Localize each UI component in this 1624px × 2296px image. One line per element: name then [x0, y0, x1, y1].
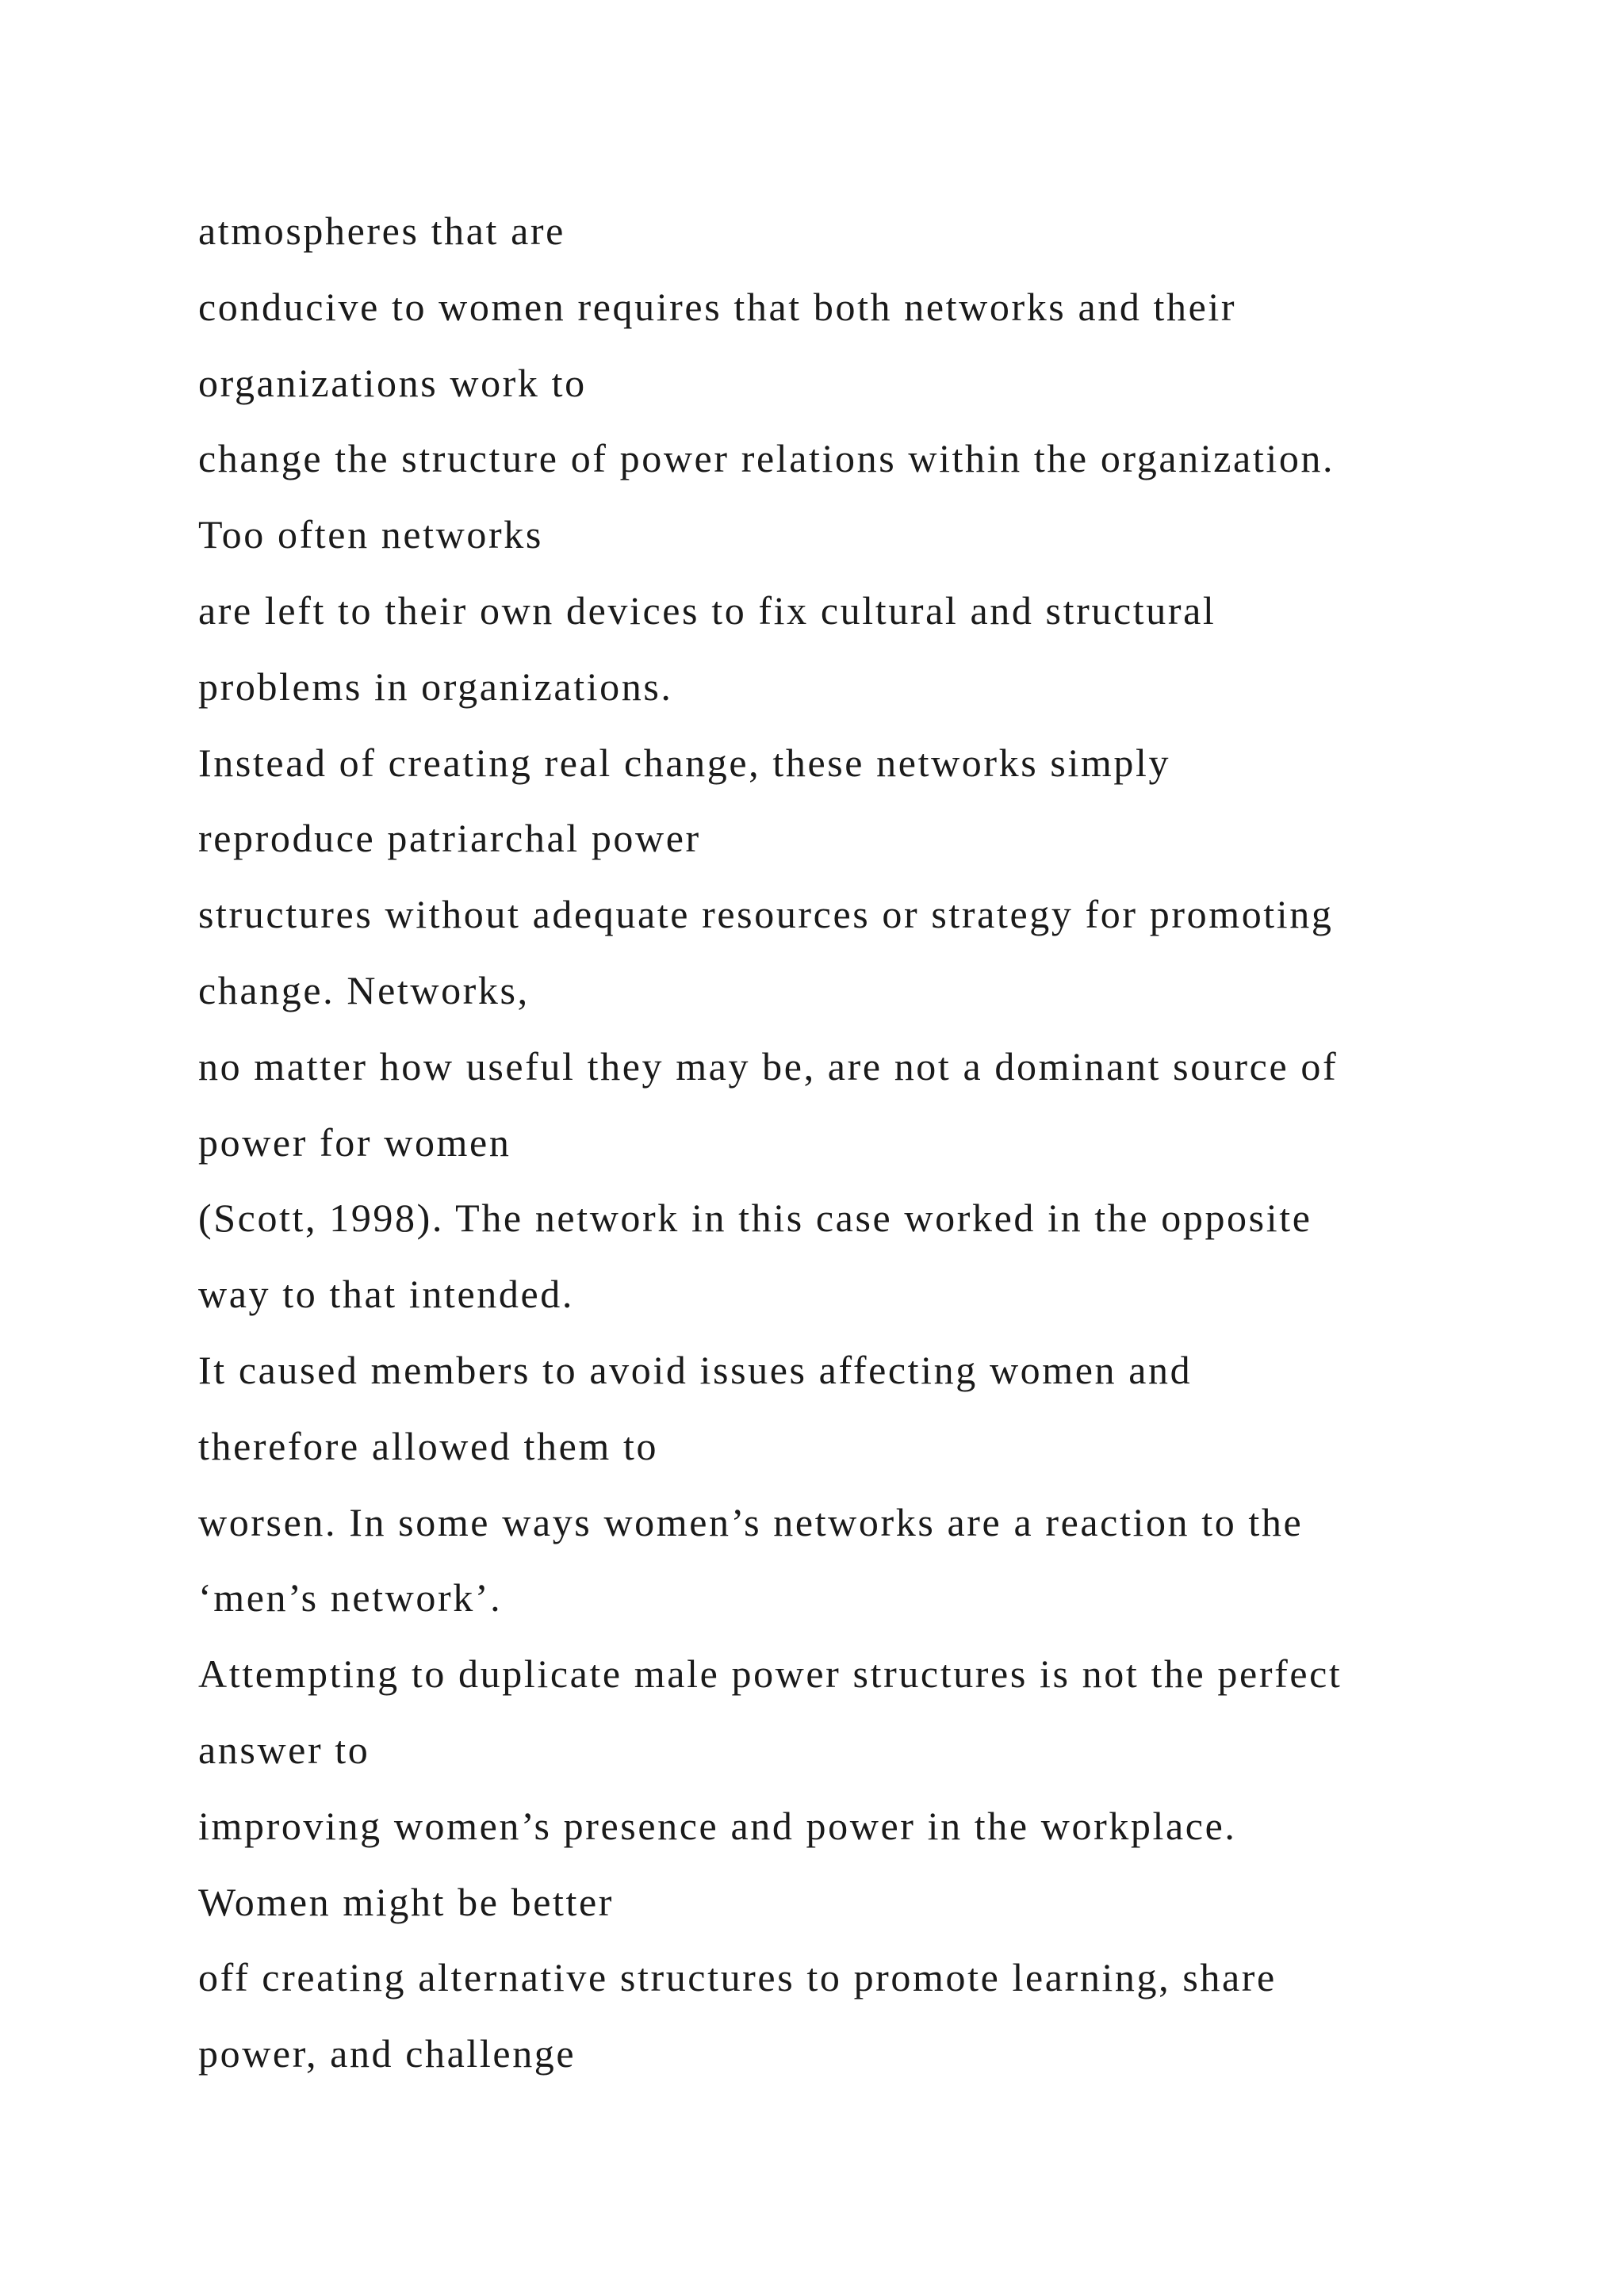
text-line: problems in organizations. [198, 664, 673, 709]
text-line: It caused members to avoid issues affecting women and [198, 1347, 1193, 1392]
text-line: power, and challenge [198, 2031, 576, 2076]
text-line: organizations work to [198, 360, 587, 405]
text-line: change. Networks, [198, 967, 530, 1012]
text-line: structures without adequate resources or strategy for promoting [198, 892, 1334, 937]
text-line: Instead of creating real change, these networks simply [198, 740, 1171, 785]
text-line: Attempting to duplicate male power structures is not the perfect [198, 1651, 1342, 1697]
document-body [198, 193, 1546, 2092]
text-line: therefore allowed them to [198, 1423, 659, 1468]
text-line: off creating alternative structures to promote learning, share [198, 1955, 1277, 2000]
text-line: (Scott, 1998). The network in this case worked in the opposite [198, 1196, 1312, 1241]
text-line: Too often networks [198, 512, 543, 557]
text-line: improving women’s presence and power in the workplace. [198, 1803, 1237, 1848]
text-line: reproduce patriarchal power [198, 816, 701, 861]
text-line: are left to their own devices to fix cultural and structural [198, 587, 1216, 633]
text-line: ‘men’s network’. [198, 1575, 503, 1621]
text-line: atmospheres that are [198, 209, 565, 253]
text-line: worsen. In some ways women’s networks are a reaction to the [198, 1499, 1304, 1544]
text-line: way to that intended. [198, 1272, 574, 1317]
text-line: change the structure of power relations within the organization. [198, 436, 1335, 481]
text-line: conducive to women requires that both networks and their [198, 284, 1237, 329]
text-line: answer to [198, 1727, 370, 1772]
text-line: no matter how useful they may be, are not a dominant source of [198, 1043, 1339, 1089]
text-line: Women might be better [198, 1879, 615, 1924]
text-line: power for women [198, 1119, 511, 1165]
